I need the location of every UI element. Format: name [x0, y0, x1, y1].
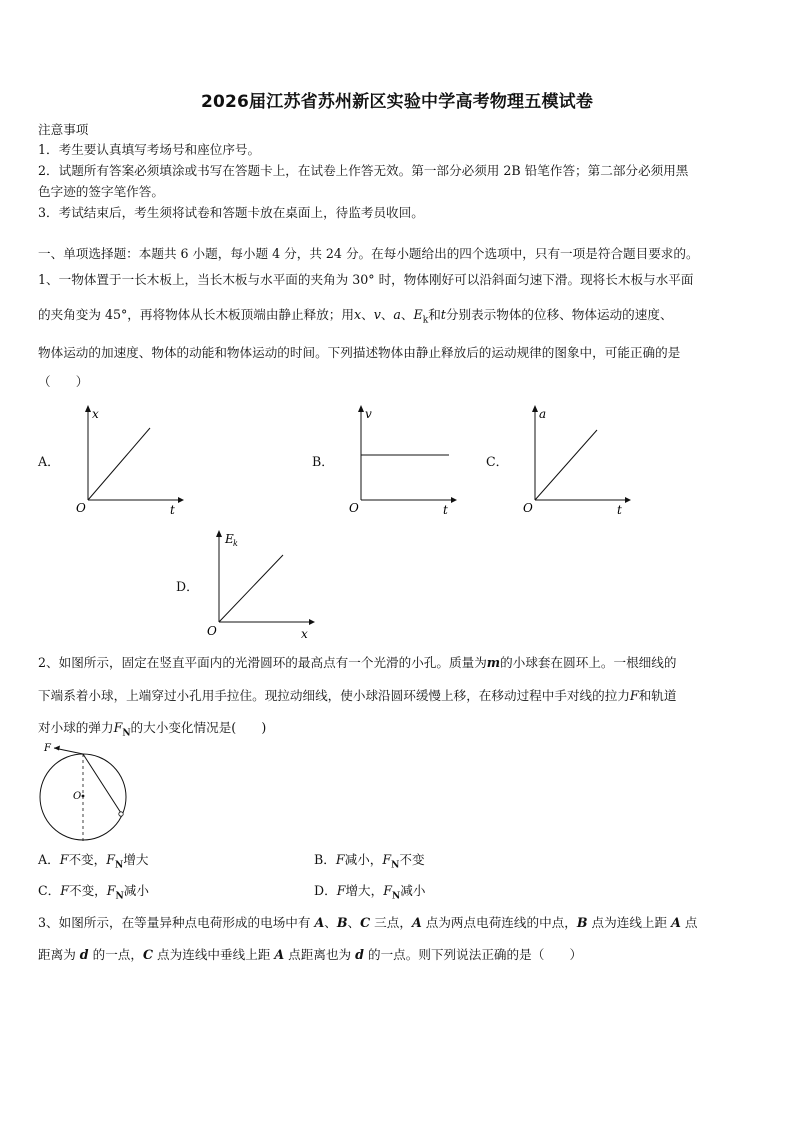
force-arrow [54, 746, 60, 751]
q3-text-run: C [143, 947, 154, 962]
x-label: t [443, 503, 448, 517]
x-arrow [178, 497, 184, 503]
y-arrow [532, 405, 538, 412]
x-label: t [170, 503, 175, 517]
origin-label: O [207, 624, 217, 638]
section-heading: 一、单项选择题：本题共 6 小题，每小题 4 分，共 24 分。在每小题给出的四个选项中，只有一项是符合题目要求的。 [38, 246, 699, 261]
origin-label: O [349, 501, 359, 515]
q2-line: 2、如图所示，固定在竖直平面内的光滑圆环的最高点有一个光滑的小孔。质量为m的小球套在圆环上。一根细线的 [38, 655, 677, 670]
option-c-label: C． [486, 454, 509, 469]
q3-text-run: 3、如图所示，在等量异种点电荷形成的电场中有 [38, 915, 315, 930]
y-label: x [92, 407, 99, 421]
y-label: v [365, 407, 372, 421]
q1-line: 1、一物体置于一长木板上，当长木板与水平面的夹角为 30° 时，物体刚好可以沿斜面匀速下滑。现将长木板与水平面 [38, 272, 694, 287]
q3-text-run: A [411, 915, 422, 930]
graph-d [201, 525, 321, 645]
x-label: t [617, 503, 622, 517]
q3-text-run: A [274, 947, 285, 962]
y-label: E [225, 532, 234, 546]
y-label-sub: k [233, 539, 238, 548]
x-arrow [309, 619, 315, 625]
q3-text-run: C [360, 915, 371, 930]
q3-text-run: 、 [324, 915, 337, 930]
y-arrow [358, 405, 364, 412]
q2-option-b: B．F减小，$F_N$不变 [314, 852, 425, 871]
q1-line: 的夹角变为 45°，再将物体从长木板顶端由静止释放；用x、v、a、$E_k$和t分别表示物体的位移、物体运动的速度、 [38, 307, 673, 326]
q3-text-run: 、 [347, 915, 361, 930]
ball [119, 812, 123, 816]
q3-text-run: 点距离也为 [284, 947, 356, 962]
notice-item: 1．考生要认真填写考场号和座位序号。 [38, 142, 261, 157]
notice-item: 2．试题所有答案必须填涂或书写在答题卡上，在试卷上作答无效。第一部分必须用 2B 铅笔作答；第二部分必须用黑 [38, 163, 689, 178]
notice-heading: 注意事项 [38, 122, 89, 137]
q3-line [38, 945, 760, 965]
option-d-label: D． [176, 579, 199, 594]
page-title: 2026届江苏省苏州新区实验中学高考物理五模试卷 [200, 92, 594, 112]
y-arrow [216, 530, 222, 537]
q2-option-d: D．F增大，$F_N$减小 [314, 883, 426, 902]
ring-figure [32, 738, 142, 848]
option-b-label: B． [312, 454, 334, 469]
center-label: O [73, 791, 82, 802]
q3-text-run: B [576, 915, 588, 930]
graph-c [517, 400, 637, 520]
q3-text-run: 三点， [370, 915, 412, 930]
q2-option-a: A．F不变，$F_N$增大 [38, 852, 149, 871]
q3-text-run: 的一点。则下列说法正确的是（ ） [363, 947, 583, 962]
q3-text-run: A [314, 915, 325, 930]
q1-line: （ ） [38, 374, 89, 389]
graph-line [88, 428, 150, 500]
notice-item: 色字迹的签字笔作答。 [38, 184, 164, 199]
q3-text-run: A [671, 915, 681, 930]
q2-option-c: C．F不变，$F_N$减小 [38, 883, 149, 902]
q3-text-run: 的一点， [88, 947, 143, 962]
origin-label: O [76, 501, 86, 515]
graph-b [343, 400, 463, 520]
y-arrow [85, 405, 91, 412]
origin-label: O [523, 501, 533, 515]
q3-text-run: d [355, 947, 364, 962]
x-arrow [451, 497, 457, 503]
q3-text-run: 点为两点电荷连线的中点， [421, 915, 577, 930]
center-dot [82, 795, 85, 798]
option-a-label: A． [38, 454, 60, 469]
q3-text-run: d [79, 947, 89, 962]
graph-line [219, 555, 283, 622]
y-label: a [539, 407, 547, 421]
q3-text-run: 点为连线中垂线上距 [153, 947, 275, 962]
string [83, 754, 121, 813]
x-arrow [625, 497, 631, 503]
q1-line: 物体运动的加速度、物体的动能和物体运动的时间。下列描述物体由静止释放后的运动规律的图象中，可能正确的是 [38, 345, 681, 360]
q3-text-run: 点为连线上距 [587, 915, 672, 930]
force-label: F [44, 743, 51, 754]
q3-line [38, 913, 760, 933]
q3-text-run: 距离为 [38, 947, 80, 962]
q3-text-run: 点 [680, 915, 698, 930]
x-label: x [301, 627, 308, 641]
q2-line: 下端系着小球，上端穿过小孔用手拉住。现拉动细线，使小球沿圆环缓慢上移，在移动过程中手对线的拉力F和轨道 [38, 688, 677, 703]
q2-line: 对小球的弹力$F_N$的大小变化情况是( ) [38, 720, 267, 739]
notice-item: 3．考试结束后，考生须将试卷和答题卡放在桌面上，待监考员收回。 [38, 205, 424, 220]
q3-text-run: B [336, 915, 348, 930]
graph-line [535, 430, 597, 500]
graph-a [70, 400, 190, 520]
